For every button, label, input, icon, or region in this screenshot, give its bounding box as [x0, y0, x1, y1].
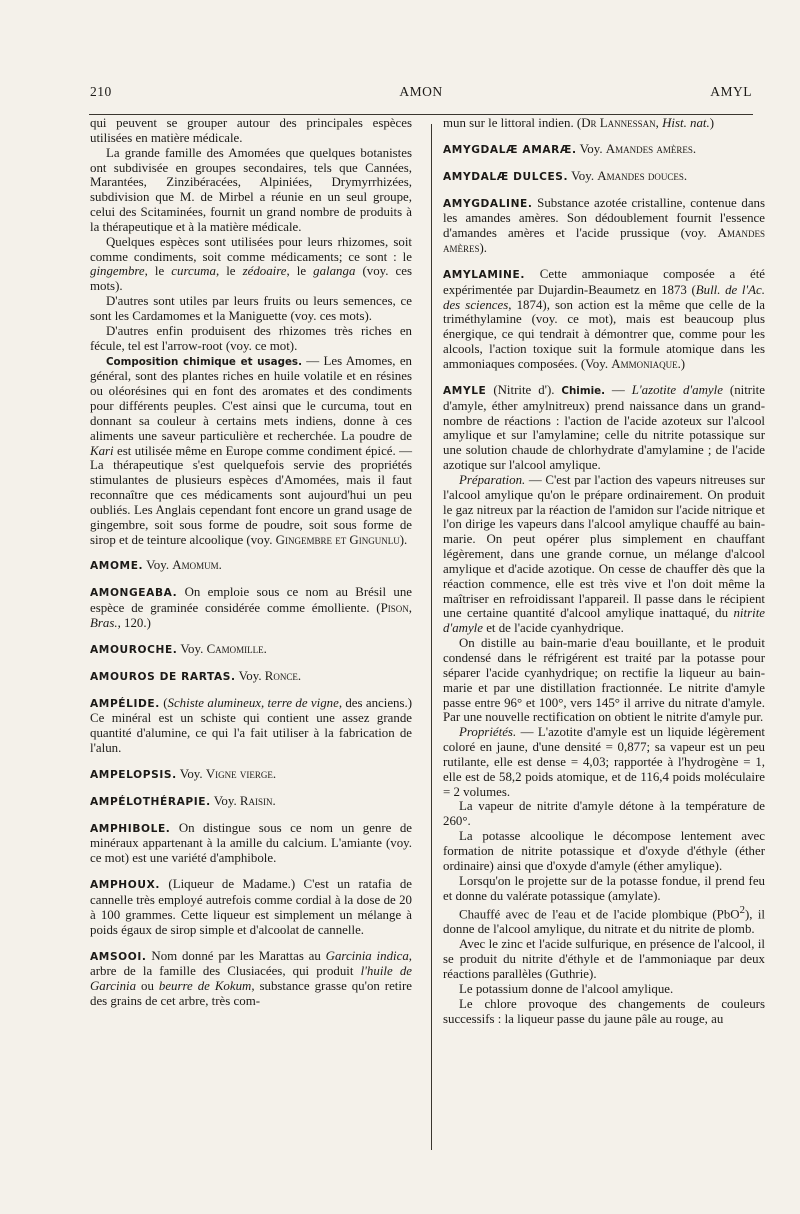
headword: AMYDALÆ DULCES. [443, 170, 569, 183]
subheading: Composition chimique et usages. [106, 355, 302, 368]
headword: AMPÉLOTHÉRAPIE. [90, 795, 211, 808]
headword: AMSOOI. [90, 950, 147, 963]
paragraph: Composition chimique et usages. — Les Amomes, en général, sont des plantes riches en huile volatile et en résines ou oléorésines qui en font des aromates et des condiments pour différents peuples. C'est ainsi que le curcuma, tout en donnant sa couleur à certains mets indiens, donne à ces aliments une saveur particulière et recherchée. La poudre de Kari est utilisée même en Europe comme condiment épicé. — La thérapeutique s'est quelquefois servie des propriétés stimulantes de plusieurs espèces d'Amomées, mais il faut reconnaître que ces médicaments sont aujourd'hui un peu oubliés. Les Anglais cependant font encore un grand usage de gingembre, soit sous forme de poudre, soit sous forme de sirop et de teinture alcoolique (voy. Gingembre et Gingunlu). [90, 353, 412, 547]
header-right-word: AMYL [710, 84, 752, 99]
left-column [90, 116, 412, 1009]
entry-amouroche: AMOUROCHE. Voy. Camomille. [90, 641, 267, 656]
paragraph: Propriétés. — L'azotite d'amyle est un liquide légèrement coloré en jaune, d'une densité = 0,877; sa vapeur est un peu rutilante, elle est dense = 4,03; rapportée à l'hydrogène = 1, elle est de 58,2 poids atomique, et de 116,4 poids moléculaire = 2 volumes. [443, 725, 765, 799]
column-divider [431, 124, 432, 1150]
headword: AMOUROS DE RARTAS. [90, 670, 236, 683]
headword: AMOUROCHE. [90, 643, 178, 656]
headword: AMPÉLIDE. [90, 697, 160, 710]
entry-amygdalae-amarae: AMYGDALÆ AMARÆ. Voy. Amandes amères. [443, 141, 697, 156]
paragraph: Préparation. — C'est par l'action des vapeurs nitreuses sur l'alcool amylique qu'on le prépare ordinairement. On produit le gaz nitreux par la réaction de l'amidon sur l'acide nitrique et l'on dirige les vapeurs dans l'alcool amylique chauffé au bain-marie. On peut opérer plus simplement en chauffant légèrement, dans une grande cornue, un mélange d'alcool amylique et d'acide azotique. On cesse de chauffer dès que la réaction commence, elle est très vive et l'on doit même la maîtriser en refroidissant l'appareil. Il passe dans le récipient une certaine quantité d'alcool amylique inattaqué, du nitrite d'amyle et de l'acide cyanhydrique. [443, 472, 765, 636]
header-left-word: AMON [399, 84, 443, 99]
paragraph: D'autres sont utiles par leurs fruits ou leurs semences, ce sont les Cardamomes et la Maniguette (voy. ces mots). [90, 294, 412, 323]
paragraph: Lorsqu'on le projette sur de la potasse fondue, il prend feu et donne du valérate potassique (amylate). [443, 873, 765, 903]
page-number: 210 [90, 84, 112, 99]
entry-amphoux: AMPHOUX. (Liqueur de Madame.) C'est un ratafia de cannelle très employé autrefois comme cordial à la dose de 20 à 100 grammes. Cette liqueur est simplement un mélange à poids égaux de sirop simple et d'alcoolat de cannelle. [90, 877, 412, 937]
entry-ampelotherapie: AMPÉLOTHÉRAPIE. Voy. Raisin. [90, 793, 276, 808]
paragraph: La grande famille des Amomées que quelques botanistes ont subdivisée en groupes secondaires, tels que Cannées, Marantées, Zinzibéracées, Alpiniées, Drymyrrhizées, subdivision que M. de Mirbel a réunie en un seul groupe, celui des Scitaminées, fournit un grand nombre de produits à la thérapeutique et à la matière médicale. [90, 145, 412, 234]
headword: AMONGEABA. [90, 587, 178, 600]
entry-amouros: AMOUROS DE RARTAS. Voy. Ronce. [90, 668, 302, 683]
paragraph: Quelques espèces sont utilisées pour leurs rhizomes, soit comme condiments, soit comme médicaments; ce sont : le gingembre, le curcuma, le zédoaire, le galanga (voy. ces mots). [90, 234, 412, 294]
entry-amylamine: AMYLAMINE. Cette ammoniaque composée a été expérimentée par Dujardin-Beaumetz en 1873 (Bull. de l'Ac. des sciences, 1874), son action est la même que celle de la triméthylamine (voy. ce mot), mais est beaucoup plus énergique, ce qui tendrait à démontrer que, comme pour les alcools, l'action toxique suit la formule atomique dans les ammoniaques composées. (Voy. Ammoniaque.) [443, 266, 765, 371]
paragraph: Chauffé avec de l'eau et de l'acide plombique (PbO$^2$), il donne de l'alcool amylique, du nitrate et du nitrite de plomb. [443, 904, 765, 937]
entry-amome: AMOME. Voy. Amomum. [90, 558, 222, 573]
headword: AMPHIBOLE. [90, 822, 171, 835]
headword: AMYGDALÆ AMARÆ. [443, 143, 577, 156]
entry-amsooi: AMSOOI. Nom donné par les Marattas au Garcinia indica, arbre de la famille des Clusiacées, qui produit l'huile de Garcinia ou beurre de Kokum, substance grasse qu'on retire des grains de cet arbre, très com- [90, 948, 413, 1009]
header-rule [89, 114, 753, 115]
paragraph: La potasse alcoolique le décompose lentement avec formation de nitrite potassique et d'oxyde d'éthyle (éther ordinaire) ainsi que d'oxyde d'amyle (éther amylique). [443, 829, 765, 873]
paragraph: Le potassium donne de l'alcool amylique. [459, 981, 674, 996]
paragraph: D'autres enfin produisent des rhizomes très riches en fécule, tel est l'arrow-root (voy. ce mot). [90, 323, 412, 353]
entry-ampelide: AMPÉLIDE. (Schiste alumineux, terre de vigne, des anciens.) Ce minéral est un schiste qui contient une assez grande quantité d'alumine, ce qui l'a fait utiliser à la fabrication de l'alun. [90, 695, 413, 756]
headword: AMYLE [443, 384, 487, 397]
paragraph: qui peuvent se grouper autour des principales espèces utilisées en matière médicale. [90, 116, 412, 145]
headword: AMPELOPSIS. [90, 768, 177, 781]
paragraph: Avec le zinc et l'acide sulfurique, en présence de l'alcool, il se produit du nitrite d'éthyle et de l'ammoniaque par deux réactions parallèles (Guthrie). [443, 937, 765, 982]
headword: AMYGDALINE. [443, 197, 533, 210]
paragraph: On distille au bain-marie d'eau bouillante, et le produit condensé dans le réfrigérent est traité par la potasse pour séparer l'acide cyanhydrique; on rectifie la liqueur au bain-marie et par une distillation fractionnée. Le nitrite d'amyle passe entre 96° et 100°, vers 145° il arrive du nitrate d'amyle. Par une nouvelle rectification on obtient le nitrite d'amyle pur. [443, 636, 765, 725]
entry-amongeaba: AMONGEABA. On emploie sous ce nom au Brésil une espèce de graminée considérée comme émolliente. (Pison, Bras., 120.) [90, 585, 412, 630]
paragraph: mun sur le littoral indien. (Dr Lannessan, Hist. nat.) [443, 116, 715, 130]
paragraph: La vapeur de nitrite d'amyle détone à la température de 260°. [443, 799, 765, 829]
subheading: Chimie. [561, 384, 605, 397]
entry-amydalae-dulces: AMYDALÆ DULCES. Voy. Amandes douces. [443, 168, 688, 183]
entry-amygdaline: AMYGDALINE. Substance azotée cristalline, contenue dans les amandes amères. Son dédoublement fournit l'essence d'amandes amères et l'acide prussique (voy. Amandes amères). [443, 195, 765, 256]
entry-amphibole: AMPHIBOLE. On distingue sous ce nom un genre de minéraux appartenant à la amille du calcium. L'amiante (voy. ce mot) est une variété d'amphibole. [90, 820, 412, 866]
paragraph: Le chlore provoque des changements de couleurs successifs : la liqueur passe du jaune pâle au rouge, au [443, 996, 765, 1026]
headword: AMOME. [90, 560, 144, 573]
right-column [443, 116, 765, 1026]
headword: AMYLAMINE. [443, 268, 525, 281]
entry-ampelopsis: AMPELOPSIS. Voy. Vigne vierge. [90, 766, 277, 781]
entry-amyle: AMYLE (Nitrite d'). Chimie. — L'azotite d'amyle (nitrite d'amyle, éther amylnitreux) prend naissance dans un grand-nombre de réactions : l'action de l'acide azoteux sur l'alcool amylique et sur l'amylamine; celle du nitrite potassique sur une solution chaude de chlorhydrate d'amylamine ; de l'acide azotique sur l'alcool amylique. [443, 382, 765, 473]
headword: AMPHOUX. [90, 879, 160, 892]
